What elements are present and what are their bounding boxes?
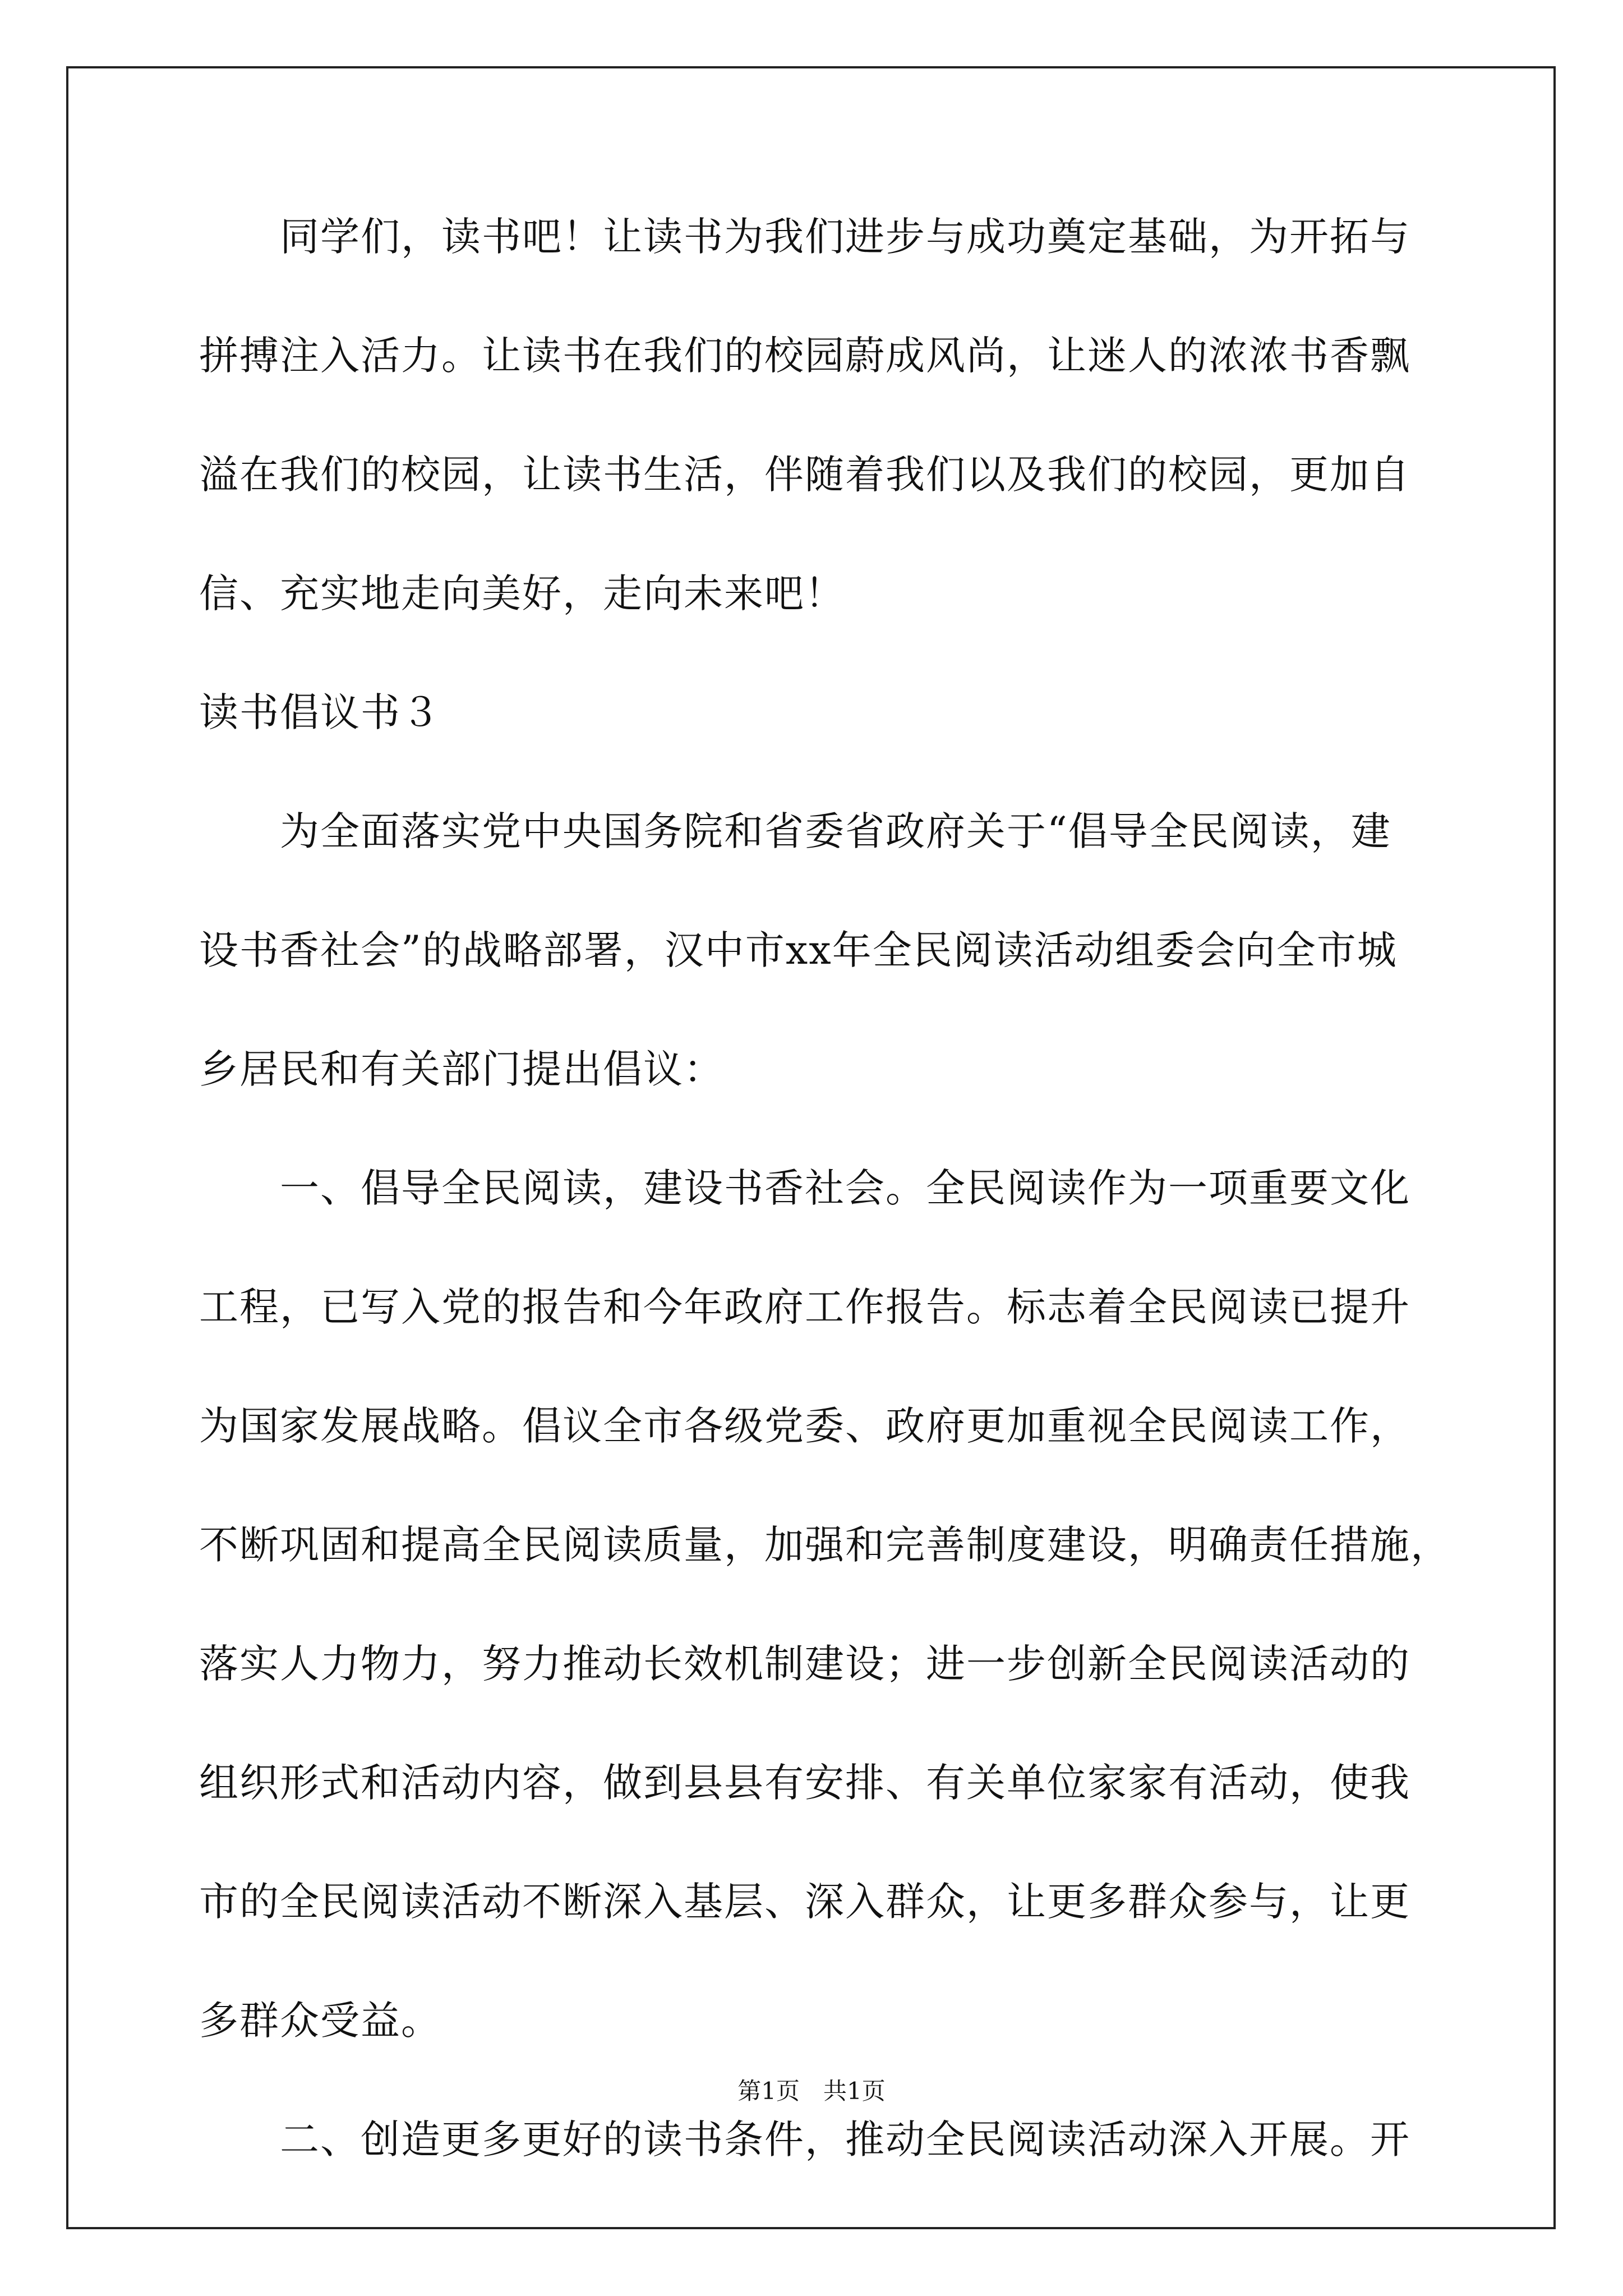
text-line: 设书香社会”的战略部署，汉中市xx年全民阅读活动组委会向全市城 <box>199 927 1398 973</box>
text-line: 市的全民阅读活动不断深入基层、深入群众，让更多群众参与，让更 <box>199 1879 1410 1925</box>
text-line: 组织形式和活动内容，做到县县有安排、有关单位家家有活动，使我 <box>199 1760 1410 1806</box>
text-line: 落实人力物力，努力推动长效机制建设；进一步创新全民阅读活动的 <box>199 1641 1410 1687</box>
text-line: 工程，已写入党的报告和今年政府工作报告。标志着全民阅读已提升 <box>199 1284 1410 1330</box>
text-line: 为国家发展战略。倡议全市各级党委、政府更加重视全民阅读工作， <box>199 1403 1410 1449</box>
text-line: 乡居民和有关部门提出倡议： <box>199 1046 724 1092</box>
text-line: 拼搏注入活力。让读书在我们的校园蔚成风尚，让迷人的浓浓书香飘 <box>199 333 1410 379</box>
text-line: 多群众受益。 <box>199 1998 441 2044</box>
text-line: 不断巩固和提高全民阅读质量，加强和完善制度建设，明确责任措施， <box>199 1522 1451 1568</box>
text-line: 为全面落实党中央国务院和省委省政府关于“倡导全民阅读，建 <box>199 808 1391 854</box>
text-line: 同学们，读书吧！让读书为我们进步与成功奠定基础，为开拓与 <box>199 214 1410 260</box>
text-line: 溢在我们的校园，让读书生活，伴随着我们以及我们的校园，更加自 <box>199 452 1410 498</box>
text-line: 信、充实地走向美好，走向未来吧！ <box>199 570 845 616</box>
section-heading: 读书倡议书３ <box>199 689 441 735</box>
page-footer: 第1页 共1页 <box>737 2077 886 2105</box>
text-line: 一、倡导全民阅读，建设书香社会。全民阅读作为一项重要文化 <box>199 1165 1410 1211</box>
text-line: 二、创造更多更好的读书条件，推动全民阅读活动深入开展。开 <box>199 2116 1410 2162</box>
